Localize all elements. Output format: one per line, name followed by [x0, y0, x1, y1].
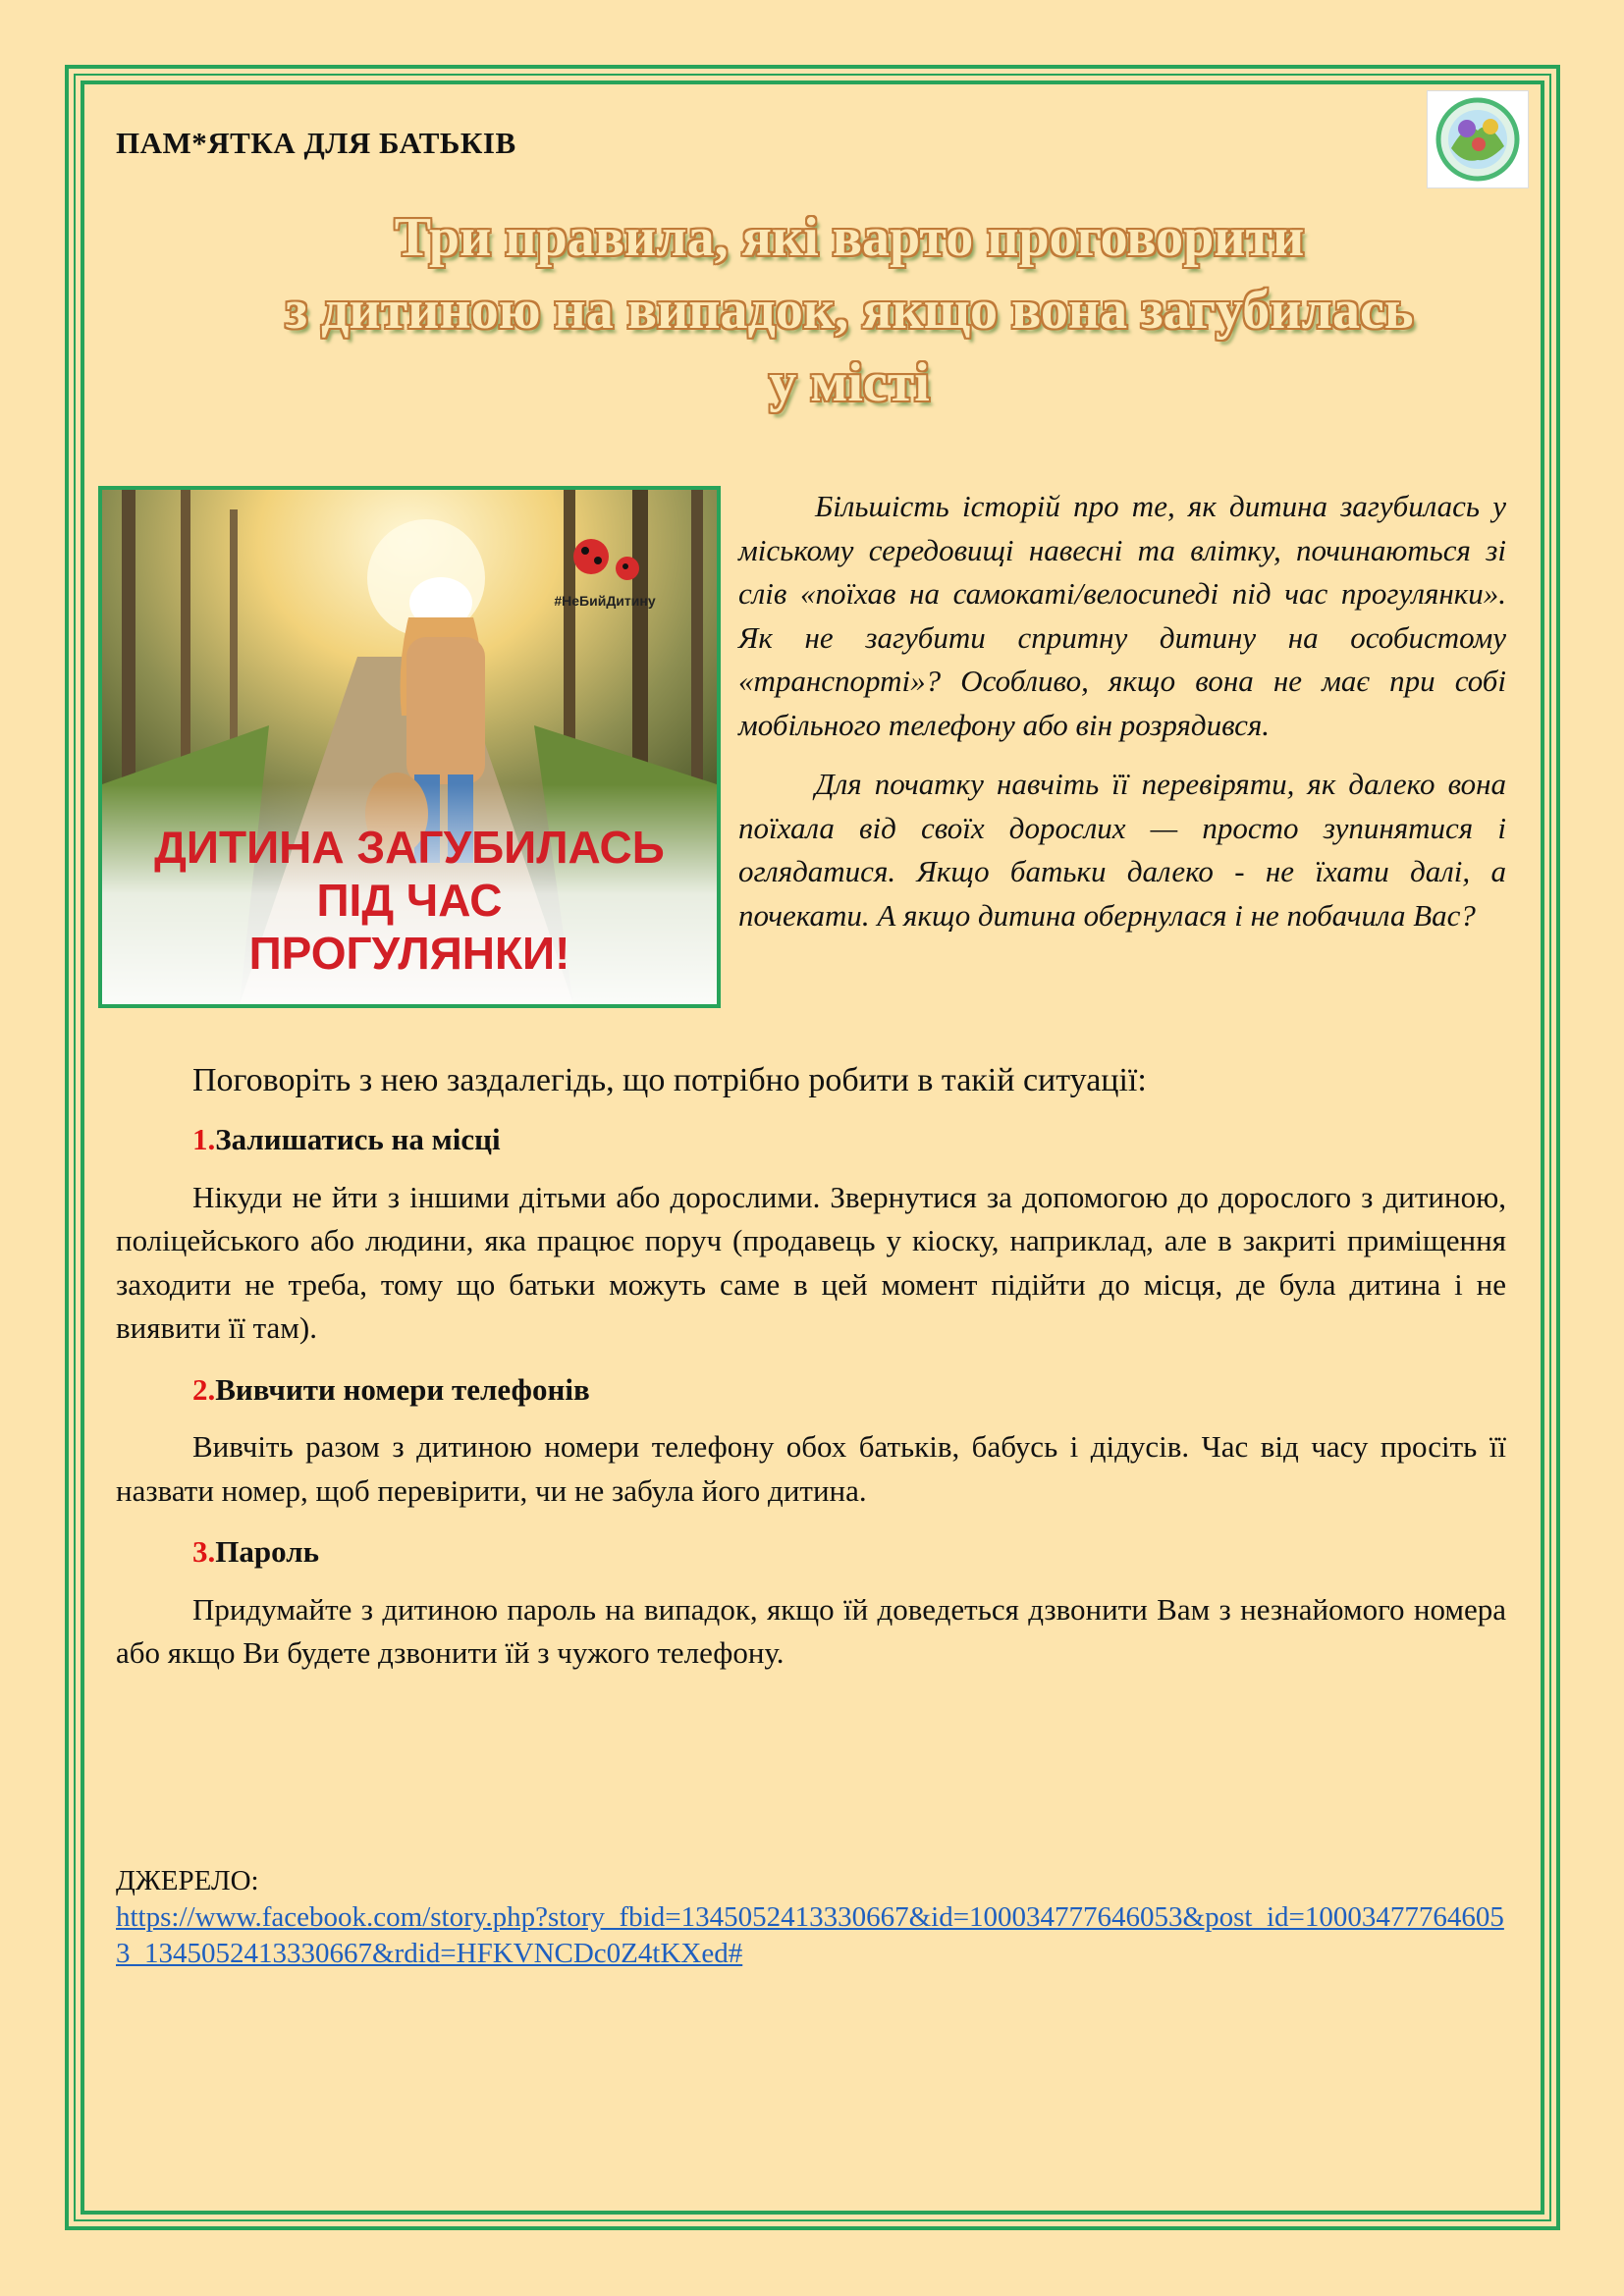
rule-1-title: Залишатись на місці: [215, 1122, 501, 1156]
intro-paragraph-1: Більшість історій про те, як дитина загубилась у міському середовищі навесні та влітку, починаються зі слів «поїхав на самокаті/велосипеді під час прогулянки». Як не загубити спритну дитину на особистому «транспорті»? Особливо, якщо вона не має при собі мобільного телефону або він розрядився.: [738, 489, 1506, 742]
source-link[interactable]: https://www.facebook.com/story.php?story_fbid=1345052413330667&id=100034777646053&post_id=100034777646053_1345052413330667&rdid=HFKVNCDc0Z4tKXed#: [116, 1901, 1504, 1969]
photo-caption-line-2: ПІД ЧАС: [316, 875, 503, 926]
rule-1-number: 1.: [192, 1122, 216, 1156]
lead-sentence: Поговоріть з нею заздалегідь, що потрібно робити в такій ситуації:: [192, 1062, 1147, 1098]
document-label: ПАМ*ЯТКА ДЛЯ БАТЬКІВ: [116, 126, 516, 160]
rule-3-text: Придумайте з дитиною пароль на випадок, якщо їй доведеться дзвонити Вам з незнайомого номера або якщо Ви будете дзвонити їй з чужого телефону.: [116, 1591, 1506, 1670]
rule-1-text: Нікуди не йти з іншими дітьми або дорослими. Звернутися за допомогою до дорослого з дитиною, поліцейського або людини, яка працює поруч (продавець у кіоску, наприклад, але в закриті приміщення заходити не треба, тому що батьки можуть саме в цей момент підійти до місця, де була дитина і не виявити її там).: [116, 1179, 1506, 1345]
lost-child-photo: [98, 486, 721, 1008]
rule-2-title: Вивчити номери телефонів: [215, 1371, 590, 1407]
rule-1-heading: [116, 1118, 1506, 1162]
title-line-3: у місті: [769, 352, 930, 413]
source-label: ДЖЕРЕЛО:: [116, 1865, 259, 1896]
photo-hashtag: #НеБийДитину: [554, 593, 656, 609]
rule-2-number: 2.: [192, 1371, 216, 1407]
intro-paragraph-2: Для початку навчіть її перевіряти, як далеко вона поїхала від своїх дорослих — просто зупинятися і оглядатися. Якщо батьки далеко - не їхати далі, а почекати. А якщо дитина обернулася і не побачила Вас?: [738, 767, 1506, 933]
source-block: [116, 1863, 1510, 1972]
intro-text: [738, 485, 1506, 953]
photo-caption-line-3: ПРОГУЛЯНКИ!: [248, 928, 570, 979]
rule-2-text: Вивчіть разом з дитиною номери телефону обох батьків, бабусь і дідусів. Час від часу просіть її назвати номер, щоб перевірити, чи не забула його дитина.: [116, 1429, 1506, 1508]
page-title: [147, 201, 1551, 419]
kindergarten-logo-icon: [1427, 90, 1529, 188]
main-body: [116, 1055, 1506, 1693]
rule-3-title: Пароль: [215, 1534, 319, 1569]
rule-2-heading: [116, 1368, 1506, 1413]
title-line-2: з дитиною на випадок, якщо вона загубилась: [285, 280, 1414, 341]
rule-3-number: 3.: [192, 1534, 216, 1569]
photo-caption-line-1: ДИТИНА ЗАГУБИЛАСЬ: [154, 822, 665, 873]
title-line-1: Три правила, які варто проговорити: [394, 207, 1305, 268]
rule-3-heading: [116, 1530, 1506, 1575]
